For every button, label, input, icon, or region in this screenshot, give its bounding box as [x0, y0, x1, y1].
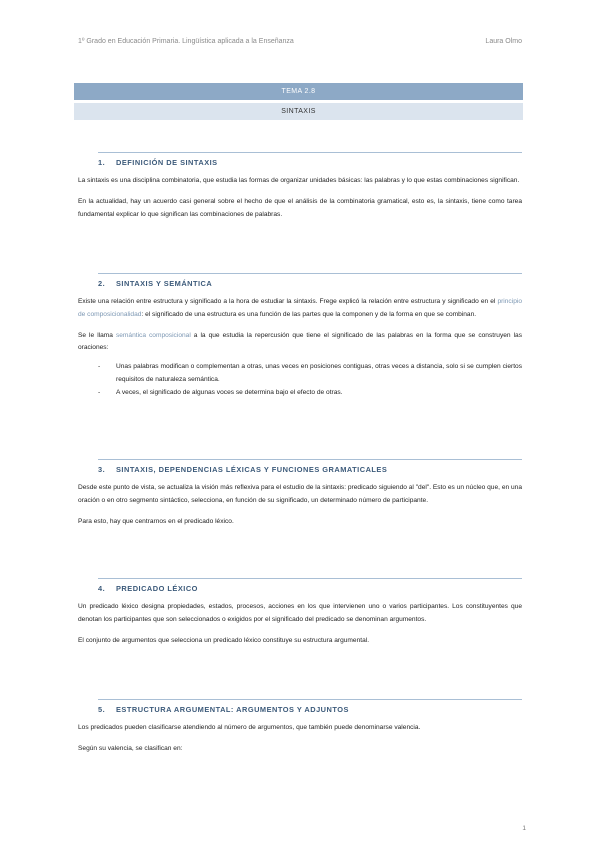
subtitle-bar: [74, 103, 523, 120]
section-3: [78, 459, 522, 528]
section-title: SINTAXIS, DEPENDENCIAS LÉXICAS Y FUNCIONES GRAMATICALES: [116, 465, 388, 474]
topic-label: TEMA 2.8: [281, 88, 316, 95]
page-number: 1: [522, 825, 526, 832]
section-heading: [98, 459, 522, 474]
section-5: [78, 699, 522, 756]
section-heading: [98, 578, 522, 593]
paragraph: Desde este punto de vista, se actualiza la visión más reflexiva para el estudio de la sintaxis: predicado siguiendo al "del". Esto es un núcleo que, en una oración o en otro segmento sintáctico, selecciona, en función de su significado, un determinado número de participante.: [78, 484, 522, 504]
section-heading: [98, 273, 522, 288]
paragraph: Para esto, hay que centrarnos en el predicado léxico.: [78, 517, 234, 525]
subtitle-label: SINTAXIS: [281, 108, 316, 115]
section-title: ESTRUCTURA ARGUMENTAL: ARGUMENTOS Y ADJUNTOS: [116, 705, 349, 714]
section-number: 4.: [98, 584, 106, 593]
page-header: [78, 38, 522, 45]
paragraph: [78, 296, 522, 322]
topic-bar: [74, 83, 523, 100]
section-number: 5.: [98, 705, 106, 714]
paragraph: Los predicados pueden clasificarse atendiendo al número de argumentos, que también puede denominarse valencia.: [78, 724, 421, 731]
text-run: Se le llama: [78, 331, 116, 339]
paragraph: [78, 330, 522, 356]
section-1: [78, 152, 522, 221]
section-4: [78, 578, 522, 647]
paragraph: Un predicado léxico designa propiedades, estados, procesos, acciones en los que intervienen uno o varios participantes. Los constituyentes que denotan los participantes que son seleccionados o exigidos por el significado del predicado se denominan argumentos.: [78, 603, 522, 623]
section-title: PREDICADO LÉXICO: [116, 584, 198, 593]
highlighted-term: principio de composicionalidad: [78, 298, 522, 318]
section-title: DEFINICIÓN DE SINTAXIS: [116, 158, 218, 167]
header-author: Laura Olmo: [485, 38, 522, 45]
section-number: 1.: [98, 158, 106, 167]
paragraph: Según su valencia, se clasifican en:: [78, 744, 183, 752]
text-run: a la que estudia la repercusión que tiene el significado de las palabras en la forma que se construyen las oraciones:: [78, 331, 523, 352]
bullet-list: [78, 361, 522, 399]
section-number: 3.: [98, 465, 106, 474]
header-course: 1º Grado en Educación Primaria. Lingüística aplicada a la Enseñanza: [78, 38, 294, 45]
paragraph: El conjunto de argumentos que selecciona un predicado léxico constituye su estructura argumental.: [78, 636, 370, 644]
list-item: [78, 387, 522, 400]
bullet-dash: -: [98, 388, 101, 396]
section-title: SINTAXIS Y SEMÁNTICA: [116, 279, 213, 288]
highlighted-term: semántica composicional: [115, 331, 191, 339]
section-number: 2.: [98, 279, 106, 288]
list-item: [78, 361, 522, 387]
list-item-text: Unas palabras modifican o complementan a otras, unas veces en posiciones contiguas, otras veces a distancia, solo si se cumplen ciertos requisitos de naturaleza semántica.: [116, 363, 522, 383]
paragraph: En la actualidad, hay un acuerdo casi general sobre el hecho de que el análisis de la combinatoria gramatical, esto es, la sintaxis, tiene como tarea fundamental explicar lo que significan las combinaciones de palabras.: [78, 197, 522, 218]
section-heading: [98, 152, 522, 167]
section-2: [78, 273, 522, 400]
text-run: Existe una relación entre estructura y significado a la hora de estudiar la sintaxis. Frege explicó la relación entre estructura y significado en el: [78, 298, 498, 305]
text-run: : el significado de una estructura es una función de las partes que la componen y de la forma en que se combinan.: [141, 310, 477, 318]
bullet-dash: -: [98, 363, 101, 371]
paragraph: La sintaxis es una disciplina combinatoria, que estudia las formas de organizar unidades básicas: las palabras y lo que estas combinaciones significan.: [78, 177, 520, 184]
list-item-text: A veces, el significado de algunas voces se determina bajo el efecto de otras.: [116, 388, 343, 396]
section-heading: [98, 699, 522, 714]
